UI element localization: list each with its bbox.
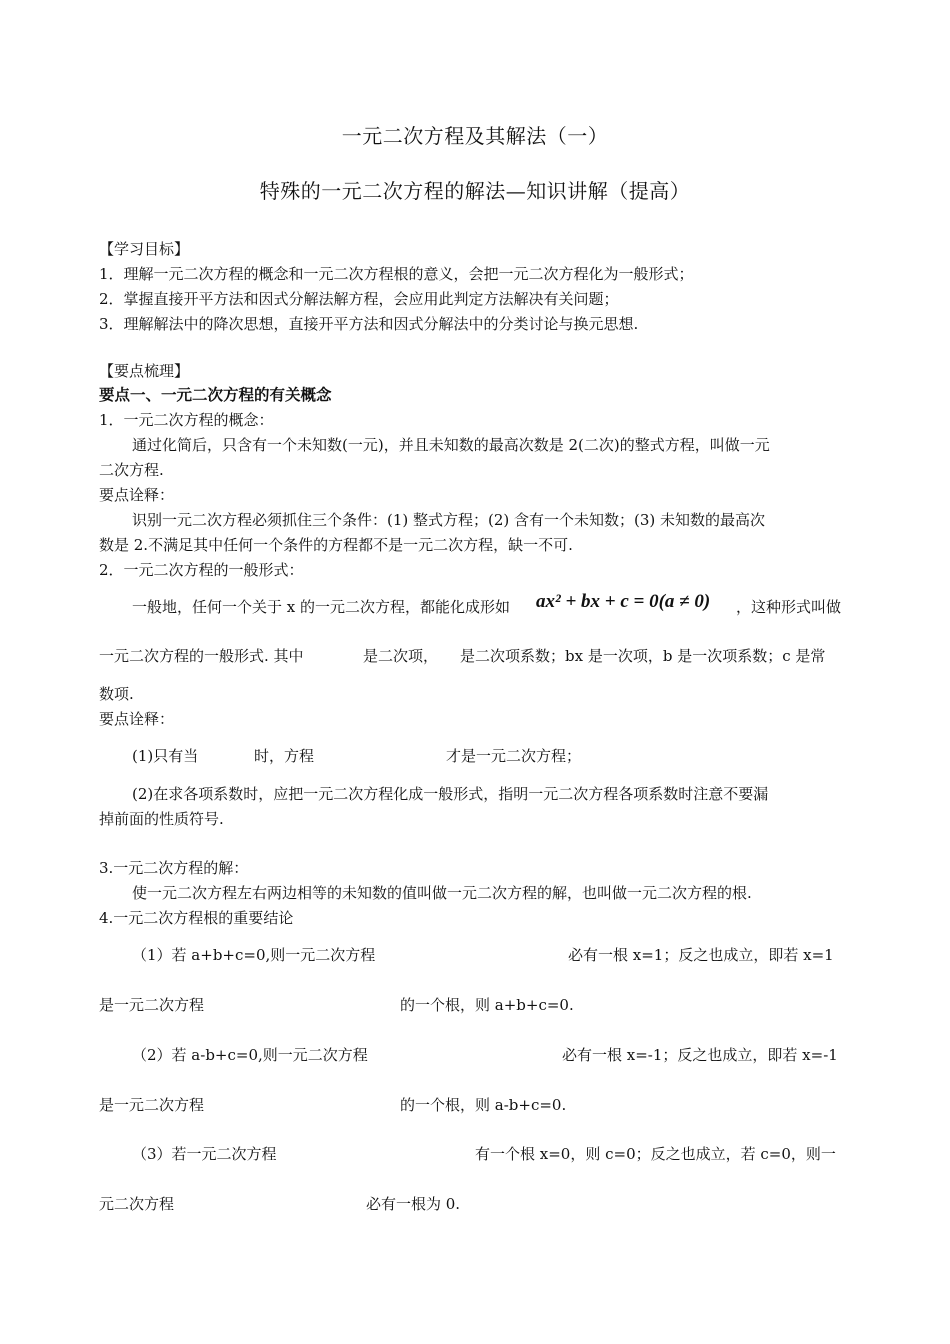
goal-item-1: 1．理解一元二次方程的概念和一元二次方程根的意义，会把一元二次方程化为一般形式； [99, 265, 694, 283]
conclusion-2d: 的一个根，则 a-b+c=0. [400, 1096, 567, 1114]
conclusion-2a: （2）若 a-b+c=0,则一元二次方程 [132, 1046, 368, 1064]
title-sub: 特殊的一元二次方程的解法—知识讲解（提高） [259, 179, 691, 203]
note-2-item-1c: 才是一元二次方程； [446, 747, 582, 765]
note-2-item-2-line-1: (2)在求各项系数时，应把一元二次方程化成一般形式，指明一元二次方程各项系数时注意不要漏 [132, 785, 769, 803]
conclusion-2b: 必有一根 x=-1；反之也成立，即若 x=-1 [562, 1046, 838, 1064]
point-4-title: 4.一元二次方程根的重要结论 [99, 909, 294, 927]
point-1-line-2: 二次方程. [99, 461, 164, 479]
conclusion-2c: 是一元二次方程 [99, 1096, 205, 1114]
section-heading-1: 要点一、一元二次方程的有关概念 [99, 386, 332, 404]
point-2-line-1b: ，这种形式叫做 [736, 598, 842, 616]
point-2-line-2a: 一元二次方程的一般形式. 其中 [99, 647, 304, 665]
note-2-item-1a: (1)只有当 [132, 747, 199, 765]
title-main: 一元二次方程及其解法（一） [341, 124, 609, 148]
point-2-line-3: 数项. [99, 685, 134, 703]
conclusion-1b: 必有一根 x=1；反之也成立，即若 x=1 [568, 946, 834, 964]
conclusion-1d: 的一个根，则 a+b+c=0. [400, 996, 574, 1014]
conclusion-1c: 是一元二次方程 [99, 996, 205, 1014]
points-heading: 【要点梳理】 [99, 362, 190, 380]
general-form-formula: ax² + bx + c = 0(a ≠ 0) [536, 591, 711, 612]
point-2-line-2b: 是二次项， [363, 647, 439, 665]
conclusion-1a: （1）若 a+b+c=0,则一元二次方程 [132, 946, 376, 964]
conclusion-3b: 有一个根 x=0，则 c=0；反之也成立，若 c=0，则一 [475, 1145, 836, 1163]
point-1-title: 1．一元二次方程的概念： [99, 411, 274, 429]
point-3-title: 3.一元二次方程的解： [99, 859, 249, 877]
point-3-line-1: 使一元二次方程左右两边相等的未知数的值叫做一元二次方程的解，也叫做一元二次方程的根. [132, 884, 752, 902]
point-2-title: 2．一元二次方程的一般形式： [99, 561, 304, 579]
note-1-label: 要点诠释： [99, 486, 175, 504]
note-1-line-1: 识别一元二次方程必须抓住三个条件：(1) 整式方程；(2) 含有一个未知数；(3) 未知数的最高次 [132, 511, 766, 529]
note-1-line-2: 数是 2.不满足其中任何一个条件的方程都不是一元二次方程，缺一不可. [99, 536, 573, 554]
conclusion-3c: 元二次方程 [99, 1195, 175, 1213]
conclusion-3d: 必有一根为 0. [366, 1195, 461, 1213]
point-2-line-2c: 是二次项系数；bx 是一次项，b 是一次项系数；c 是常 [460, 647, 826, 665]
point-1-line-1: 通过化简后，只含有一个未知数(一元)，并且未知数的最高次数是 2(二次)的整式方程，叫做一元 [132, 436, 770, 454]
goal-item-2: 2．掌握直接开平方法和因式分解法解方程，会应用此判定方法解决有关问题； [99, 290, 619, 308]
point-2-line-1a: 一般地，任何一个关于 x 的一元二次方程，都能化成形如 [132, 598, 510, 616]
conclusion-3a: （3）若一元二次方程 [132, 1145, 277, 1163]
goals-heading: 【学习目标】 [99, 240, 190, 258]
note-2-item-2-line-2: 掉前面的性质符号. [99, 810, 224, 828]
goal-item-3: 3．理解解法中的降次思想，直接开平方法和因式分解法中的分类讨论与换元思想. [99, 315, 639, 333]
note-2-label: 要点诠释： [99, 710, 175, 728]
note-2-item-1b: 时，方程 [254, 747, 315, 765]
